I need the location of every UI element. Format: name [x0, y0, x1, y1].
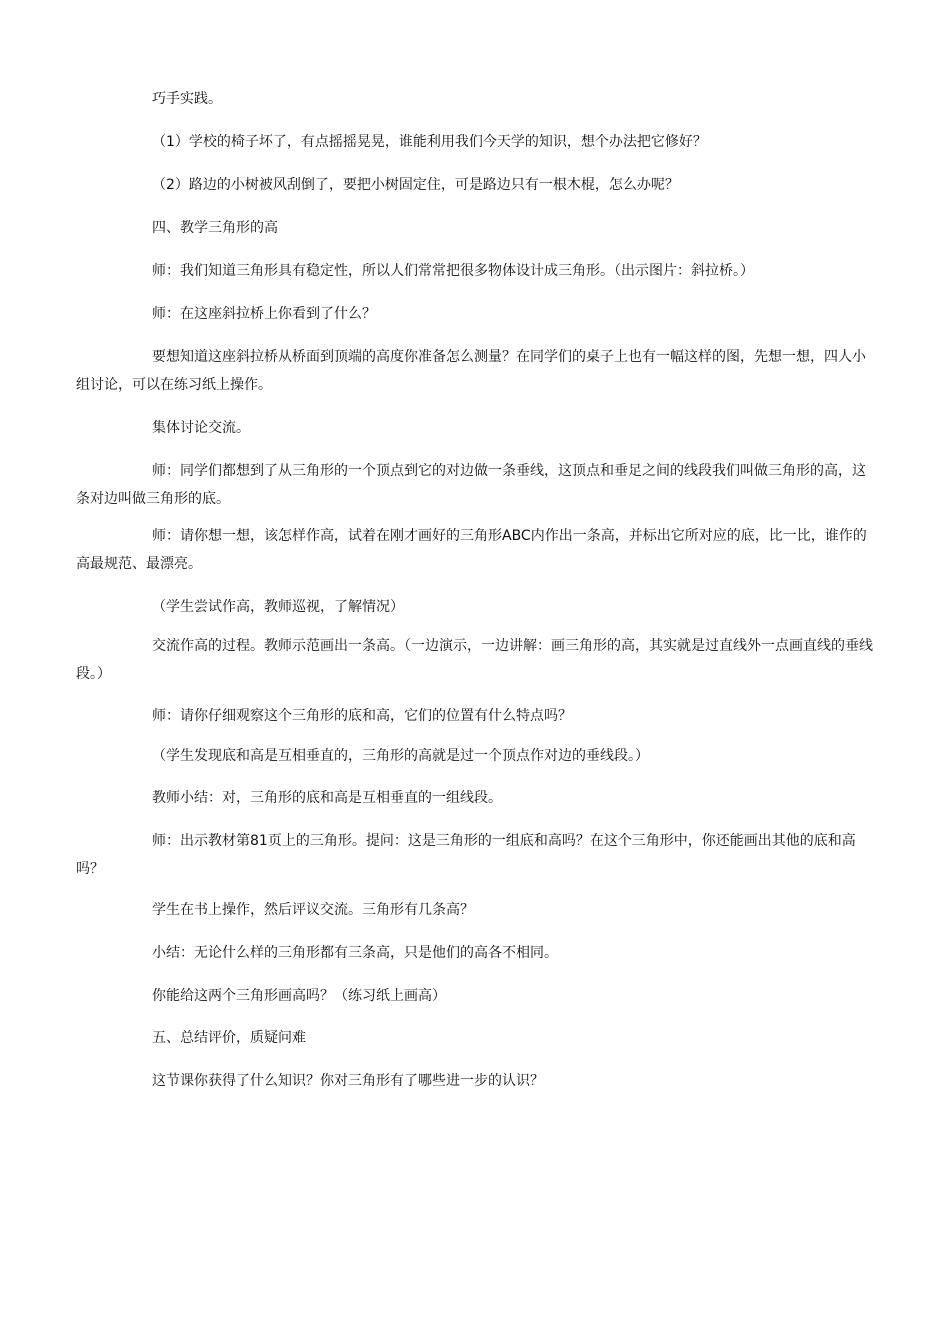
paragraph-summary-three-heights: 小结：无论什么样的三角形都有三条高，只是他们的高各不相同。 — [152, 945, 558, 961]
section-heading-summary: 五、总结评价，质疑问难 — [152, 1030, 306, 1046]
paragraph-practice-intro: 巧手实践。 — [152, 91, 222, 107]
section-heading-triangle-height: 四、教学三角形的高 — [152, 220, 278, 236]
paragraph-teacher-summary: 教师小结：对，三角形的底和高是互相垂直的一组线段。 — [152, 790, 502, 806]
paragraph-draw-height-abc: 师：请你想一想，该怎样作高，试着在刚才画好的三角形ABC内作出一条高，并标出它所对应的底，比一比，谁作的高最规范、最漂亮。 — [76, 528, 867, 572]
paragraph-tree-question: （2）路边的小树被风刮倒了，要把小树固定住，可是路边只有一根木棍，怎么办呢？ — [152, 177, 679, 193]
paragraph-textbook-page-81: 师：出示教材第81页上的三角形。提问：这是三角形的一组底和高吗？在这个三角形中，你还能画出其他的底和高吗？ — [76, 833, 856, 877]
paragraph-draw-two-triangles: 你能给这两个三角形画高吗？（练习纸上画高） — [152, 988, 446, 1004]
paragraph-demonstration: 交流作高的过程。教师示范画出一条高。（一边演示，一边讲解：画三角形的高，其实就是过直线外一点画直线的垂线段。） — [76, 638, 873, 682]
paragraph-observe-base-height: 师：请你仔细观察这个三角形的底和高，它们的位置有什么特点吗？ — [152, 708, 572, 724]
paragraph-measure-height: 要想知道这座斜拉桥从桥面到顶端的高度你准备怎么测量？在同学们的桌子上也有一幅这样的图，先想一想，四人小组讨论，可以在练习纸上操作。 — [76, 349, 866, 393]
paragraph-students-discover: （学生发现底和高是互相垂直的，三角形的高就是过一个顶点作对边的垂线段。） — [152, 748, 649, 764]
paragraph-chair-question: （1）学校的椅子坏了，有点摇摇晃晃，谁能利用我们今天学的知识，想个办法把它修好？ — [152, 134, 707, 150]
paragraph-closing-question: 这节课你获得了什么知识？你对三角形有了哪些进一步的认识？ — [152, 1073, 544, 1089]
paragraph-group-discussion: 集体讨论交流。 — [152, 420, 250, 436]
paragraph-students-operate: 学生在书上操作，然后评议交流。三角形有几条高？ — [152, 902, 474, 918]
paragraph-students-try: （学生尝试作高，教师巡视，了解情况） — [152, 599, 404, 615]
paragraph-height-definition: 师：同学们都想到了从三角形的一个顶点到它的对边做一条垂线，这顶点和垂足之间的线段我们叫做三角形的高，这条对边叫做三角形的底。 — [76, 463, 866, 507]
paragraph-teacher-bridge-question: 师：在这座斜拉桥上你看到了什么？ — [152, 306, 376, 322]
paragraph-teacher-stability: 师：我们知道三角形具有稳定性，所以人们常常把很多物体设计成三角形。（出示图片：斜拉桥。） — [152, 263, 754, 279]
